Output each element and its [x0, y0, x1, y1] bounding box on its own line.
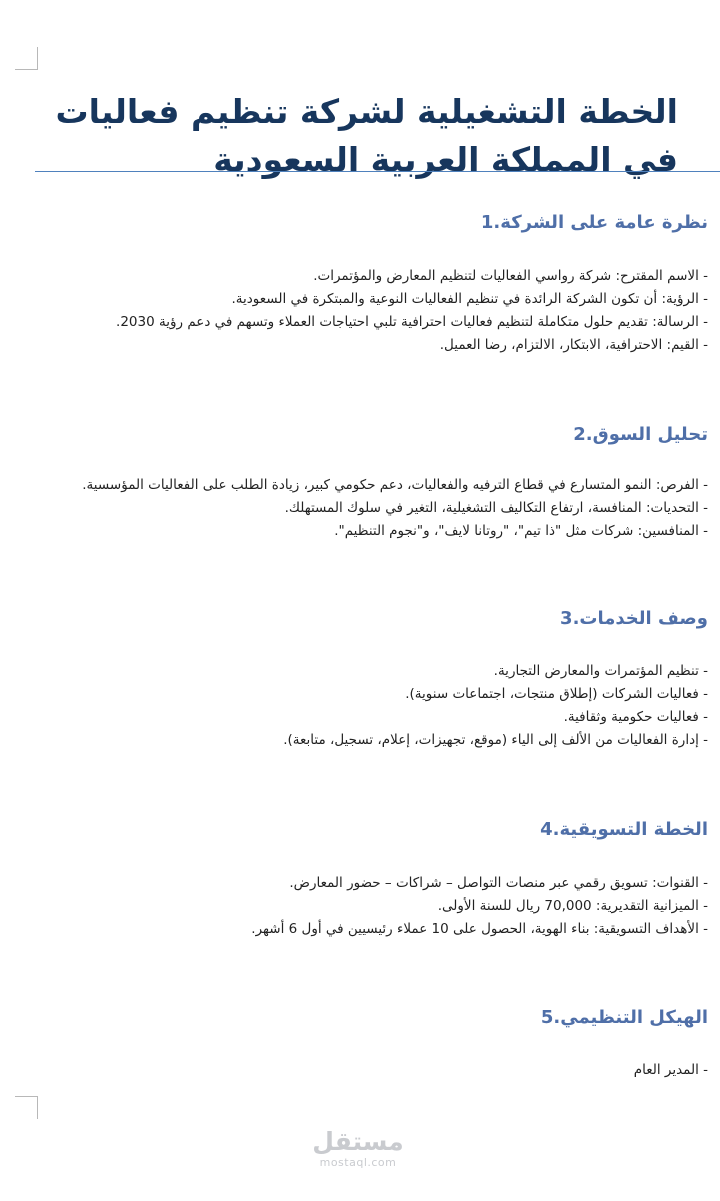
section-list: [38, 474, 708, 543]
section-heading-text: تحليل السوق: [592, 424, 708, 445]
page-corner-mark-bottom: [15, 1096, 38, 1119]
section-marketing-plan: [38, 817, 708, 941]
section-number: 4.: [540, 819, 560, 840]
section-heading: [38, 817, 708, 843]
section-services: [38, 606, 708, 752]
section-market-analysis: [38, 422, 708, 543]
title-underline: [35, 171, 720, 172]
mostaql-watermark: [312, 1128, 404, 1169]
section-number: 3.: [560, 608, 580, 629]
section-heading-text: الخطة التسويقية: [559, 819, 708, 840]
section-heading-text: الهيكل التنظيمي: [560, 1007, 708, 1028]
section-list: [38, 1059, 708, 1082]
section-company-overview: [38, 210, 708, 357]
list-item: - الاسم المقترح: شركة رواسي الفعاليات لتنظيم المعارض والمؤتمرات.: [313, 268, 708, 284]
list-item: - القيم: الاحترافية، الابتكار، الالتزام، رضا العميل.: [439, 337, 708, 353]
list-item: - الأهداف التسويقية: بناء الهوية، الحصول على 10 عملاء رئيسيين في أول 6 أشهر.: [251, 921, 708, 937]
list-item: - الرسالة: تقديم حلول متكاملة لتنظيم فعاليات احترافية تلبي احتياجات العملاء وتسهم في دعم رؤية 2030.: [116, 314, 708, 330]
watermark-logo: مستقل: [312, 1127, 404, 1156]
document-title: الخطة التشغيلية لشركة تنظيم فعاليات في المملكة العربية السعودية: [55, 92, 678, 180]
watermark-domain: mostaql.com: [319, 1156, 397, 1169]
section-list: [38, 660, 708, 752]
page-corner-mark-top: [15, 47, 38, 70]
section-list: [38, 872, 708, 941]
section-number: 1.: [480, 212, 501, 233]
list-item: - القنوات: تسويق رقمي عبر منصات التواصل – شراكات – حضور المعارض.: [289, 875, 708, 891]
section-heading-text: نظرة عامة على الشركة: [500, 212, 708, 233]
section-heading: [38, 1005, 708, 1031]
list-item: - التحديات: المنافسة، ارتفاع التكاليف التشغيلية، التغير في سلوك المستهلك.: [284, 500, 708, 516]
section-heading: [38, 210, 708, 236]
section-number: 2.: [573, 424, 593, 445]
section-heading: [38, 606, 708, 632]
list-item: - المنافسين: شركات مثل "ذا تيم"، "روتانا لايف"، و"نجوم التنظيم".: [334, 523, 708, 539]
section-heading-text: وصف الخدمات: [579, 608, 708, 629]
section-number: 5.: [540, 1007, 561, 1028]
list-item: - إدارة الفعاليات من الألف إلى الياء (موقع، تجهيزات، إعلام، تسجيل، متابعة).: [283, 732, 708, 748]
list-item: - الرؤية: أن تكون الشركة الرائدة في تنظيم الفعاليات النوعية والمبتكرة في السعودية.: [231, 291, 708, 307]
list-item: - المدير العام: [633, 1062, 708, 1078]
list-item: - الفرص: النمو المتسارع في قطاع الترفيه والفعاليات، دعم حكومي كبير، زيادة الطلب على الفعاليات المؤسسية.: [82, 477, 708, 493]
list-item: - الميزانية التقديرية: 70,000 ريال للسنة الأولى.: [437, 898, 708, 914]
list-item: - فعاليات الشركات (إطلاق منتجات، اجتماعات سنوية).: [405, 686, 708, 702]
list-item: - تنظيم المؤتمرات والمعارض التجارية.: [493, 663, 708, 679]
section-list: [38, 265, 708, 357]
section-org-structure: [38, 1005, 708, 1082]
section-heading: [38, 422, 708, 448]
list-item: - فعاليات حكومية وثقافية.: [563, 709, 708, 725]
